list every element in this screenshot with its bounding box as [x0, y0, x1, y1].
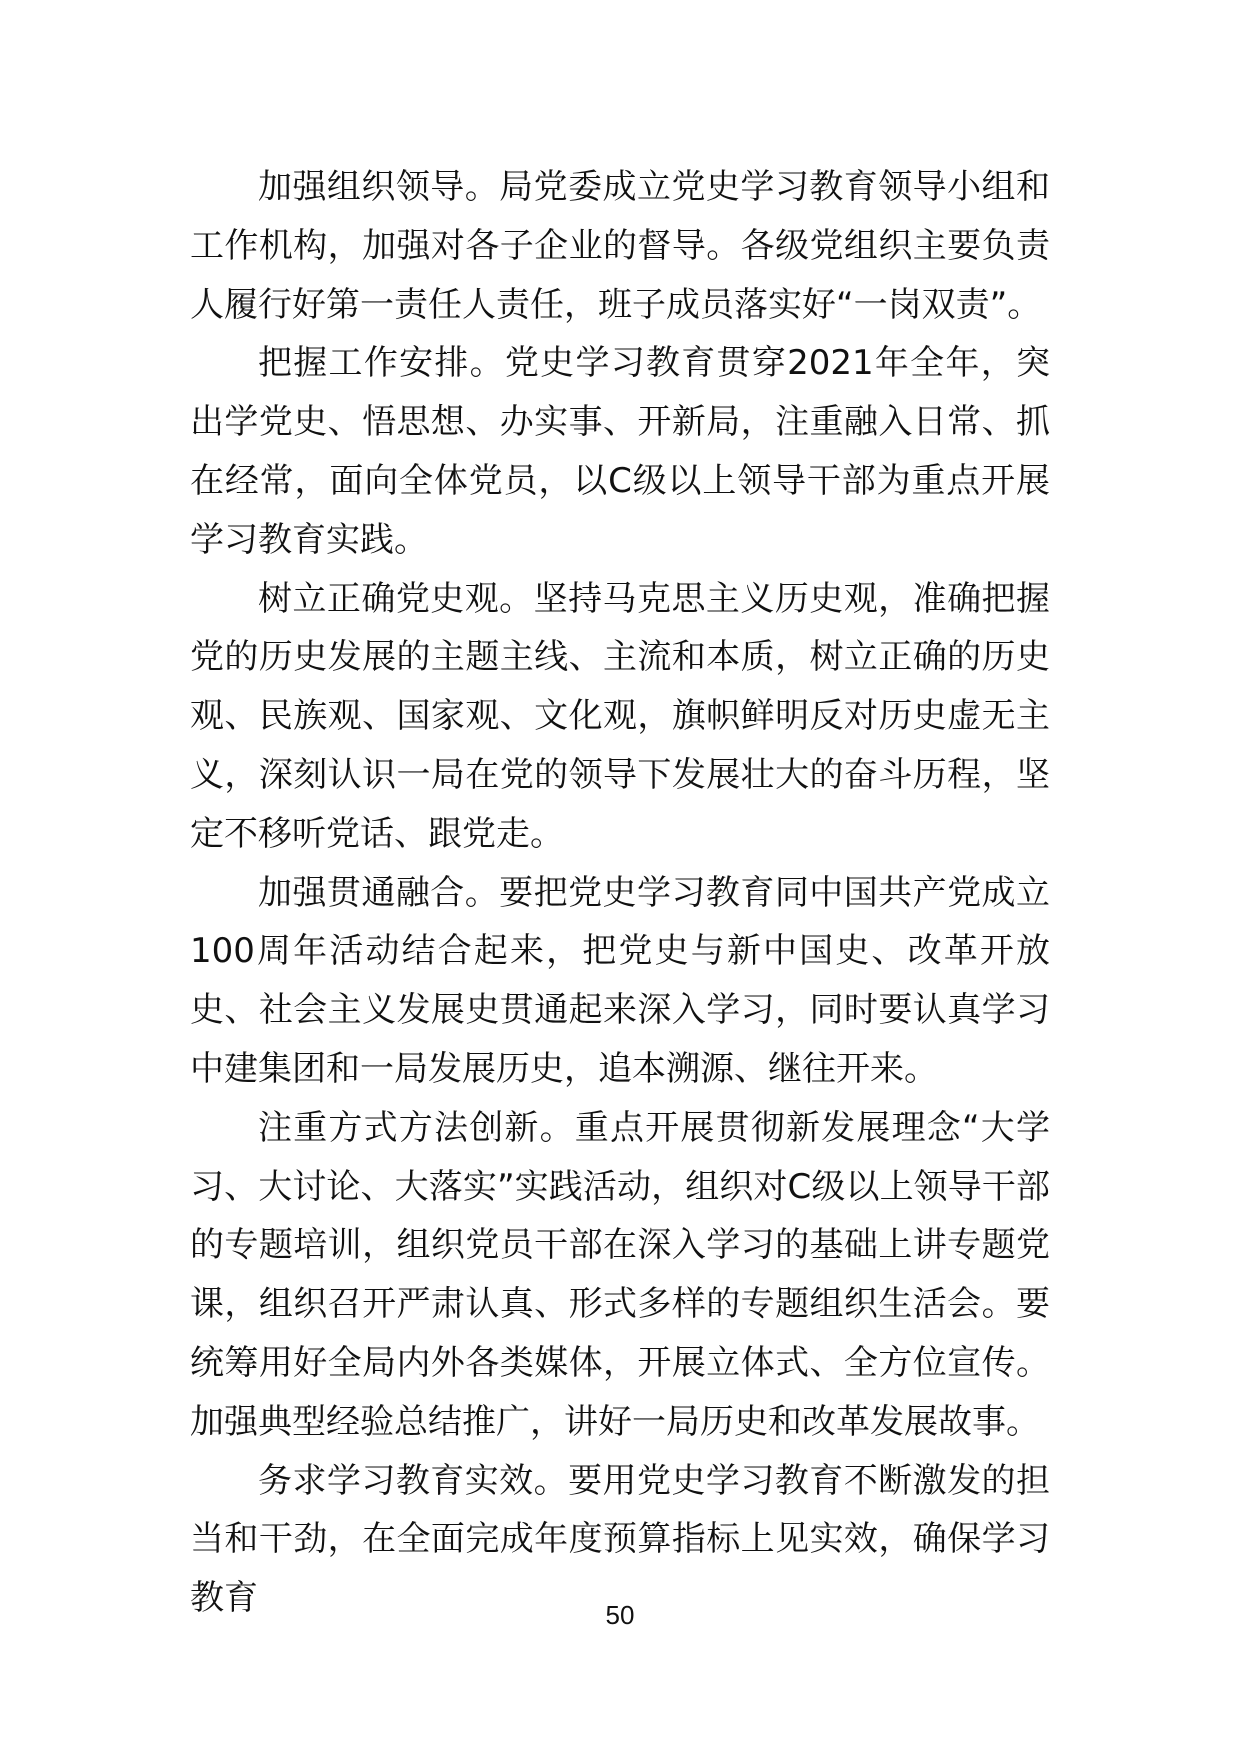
- paragraph-work-arrangement: 把握工作安排。党史学习教育贯穿2021年全年，突出学党史、悟思想、办实事、开新局，注重融入日常、抓在经常，面向全体党员，以C级以上领导干部为重点开展学习教育实践。: [190, 343, 1050, 560]
- paragraph-integration: 加强贯通融合。要把党史学习教育同中国共产党成立100周年活动结合起来，把党史与新中国史、改革开放史、社会主义发展史贯通起来深入学习，同时要认真学习中建集团和一局发展历史，追本溯源、继往开来。: [190, 872, 1050, 1089]
- paragraph-effectiveness: 务求学习教育实效。要用党史学习教育不断激发的担当和干劲，在全面完成年度预算指标上见实效，确保学习教育: [190, 1460, 1050, 1619]
- body-text: [190, 158, 1050, 1628]
- paragraph-party-history-view: 树立正确党史观。坚持马克思主义历史观，准确把握党的历史发展的主题主线、主流和本质，树立正确的历史观、民族观、国家观、文化观，旗帜鲜明反对历史虚无主义，深刻认识一局在党的领导下发展壮大的奋斗历程，坚定不移听党话、跟党走。: [190, 578, 1050, 854]
- page-number: 50: [605, 1600, 635, 1630]
- paragraph-method-innovation: 注重方式方法创新。重点开展贯彻新发展理念“大学习、大讨论、大落实”实践活动，组织对C级以上领导干部的专题培训，组织党员干部在深入学习的基础上讲专题党课，组织召开严肃认真、形式多样的专题组织生活会。要统筹用好全局内外各类媒体，开展立体式、全方位宣传。加强典型经验总结推广，讲好一局历史和改革发展故事。: [190, 1107, 1050, 1442]
- paragraph-organization-leadership: 加强组织领导。局党委成立党史学习教育领导小组和工作机构，加强对各子企业的督导。各级党组织主要负责人履行好第一责任人责任，班子成员落实好“一岗双责”。: [190, 167, 1050, 325]
